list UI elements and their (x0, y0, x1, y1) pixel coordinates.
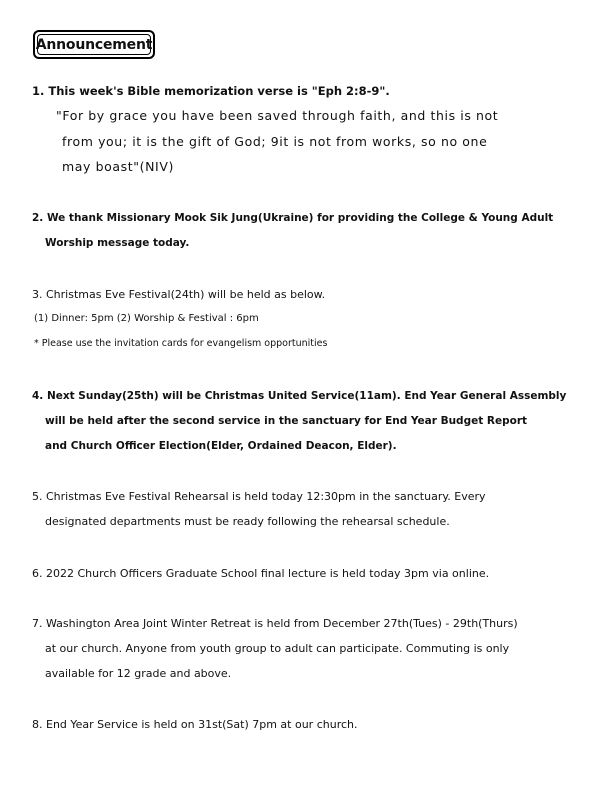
announcement-badge (33, 30, 155, 59)
item-3-note: * Please use the invitation cards for evangelism opportunities (34, 338, 328, 349)
item-2-line-1: 2. We thank Missionary Mook Sik Jung(Ukraine) for providing the College & Young Adult (32, 212, 554, 224)
item-7-line-2: at our church. Anyone from youth group to adult can participate. Commuting is only (45, 642, 510, 655)
announcement-badge-label: Announcement (37, 34, 151, 55)
item-3-line-2: (1) Dinner: 5pm (2) Worship & Festival : 6pm (34, 313, 259, 324)
item-8-line-1: 8. End Year Service is held on 31st(Sat) 7pm at our church. (32, 718, 358, 731)
item-7-line-1: 7. Washington Area Joint Winter Retreat is held from December 27th(Tues) - 29th(Thurs) (32, 617, 518, 630)
item-2-line-2: Worship message today. (45, 237, 190, 249)
item-4-line-3: and Church Officer Election(Elder, Ordained Deacon, Elder). (45, 440, 397, 452)
item-1-heading: 1. This week's Bible memorization verse is "Eph 2:8-9". (32, 84, 390, 98)
item-4-line-1: 4. Next Sunday(25th) will be Christmas United Service(11am). End Year General Assembly (32, 390, 567, 402)
item-5-line-2: designated departments must be ready following the rehearsal schedule. (45, 515, 450, 528)
item-1-verse-line-2: from you; it is the gift of God; 9it is not from works, so no one (62, 134, 488, 149)
item-7-line-3: available for 12 grade and above. (45, 667, 232, 680)
item-1-verse-line-1: "For by grace you have been saved through faith, and this is not (56, 108, 499, 123)
item-4-line-2: will be held after the second service in the sanctuary for End Year Budget Report (45, 415, 528, 427)
item-3-line-1: 3. Christmas Eve Festival(24th) will be held as below. (32, 288, 326, 301)
item-5-line-1: 5. Christmas Eve Festival Rehearsal is held today 12:30pm in the sanctuary. Every (32, 490, 486, 503)
item-1-verse-line-3: may boast"(NIV) (62, 159, 174, 174)
item-6-line-1: 6. 2022 Church Officers Graduate School final lecture is held today 3pm via online. (32, 567, 490, 580)
